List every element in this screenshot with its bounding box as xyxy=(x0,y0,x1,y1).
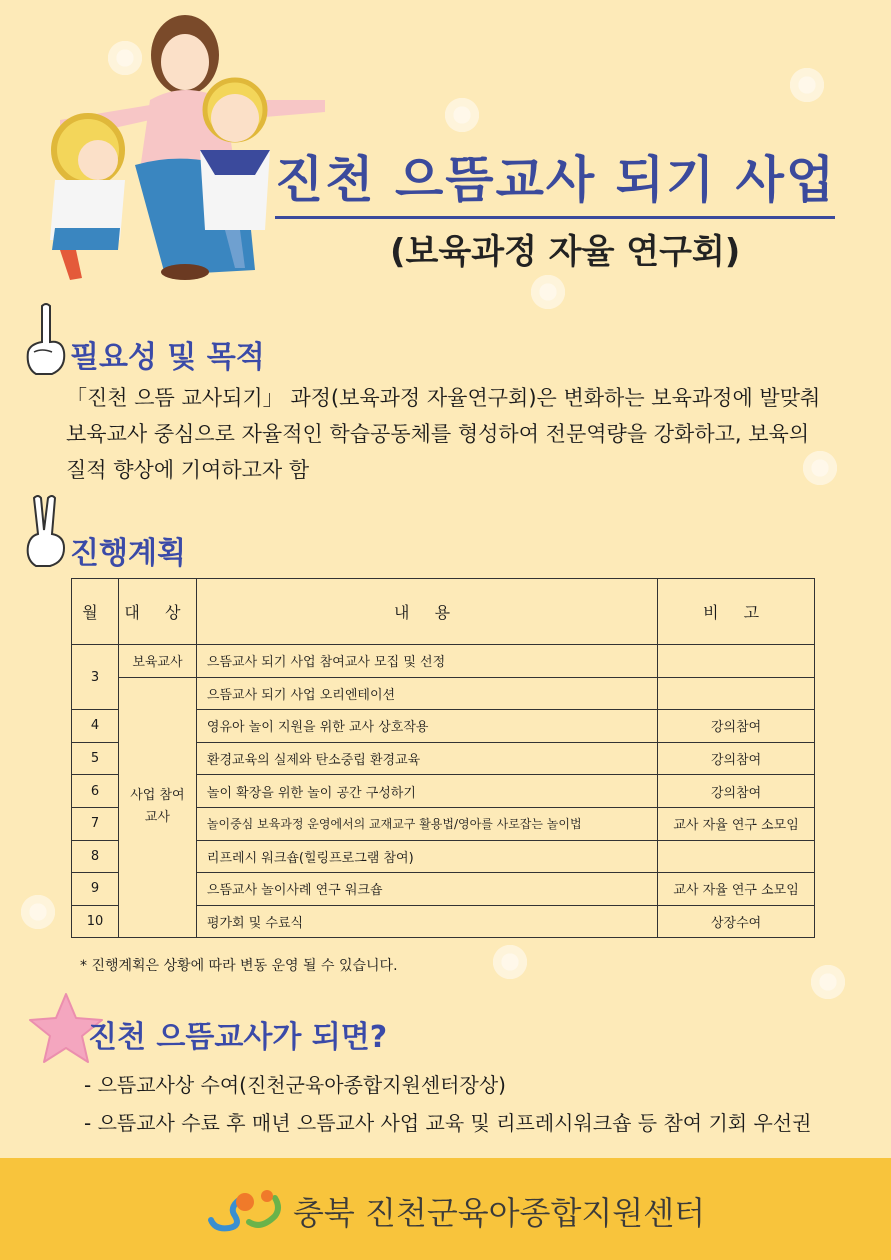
page-subtitle: (보육과정 자율 연구회) xyxy=(390,232,741,272)
note-cell: 강의참여 xyxy=(658,742,815,775)
month-cell: 10 xyxy=(72,905,119,938)
column-header-target: 대 상 xyxy=(118,579,196,645)
note-cell xyxy=(658,840,815,873)
note-cell: 강의참여 xyxy=(658,775,815,808)
month-cell: 3 xyxy=(72,645,119,710)
month-cell: 8 xyxy=(72,840,119,873)
content-cell: 으뜸교사 되기 사업 오리엔테이션 xyxy=(196,677,657,710)
flower-decoration xyxy=(442,95,482,135)
list-item: - 으뜸교사상 수여(진천군육아종합지원센터장상) xyxy=(84,1073,506,1097)
list-item: - 으뜸교사 수료 후 매년 으뜸교사 사업 교육 및 리프레시워크숍 등 참여 기회 우선권 xyxy=(84,1111,812,1135)
content-cell: 으뜸교사 되기 사업 참여교사 모집 및 선정 xyxy=(196,645,657,678)
note-cell: 상장수여 xyxy=(658,905,815,938)
table-row xyxy=(72,645,815,678)
plan-footnote: * 진행계획은 상황에 따라 변동 운영 될 수 있습니다. xyxy=(80,958,398,974)
purpose-text: 「진천 으뜸 교사되기」 과정(보육과정 자율연구회)은 변화하는 보육과정에 발맞춰 보육교사 중심으로 자율적인 학습공동체를 형성하여 전문역량을 강화하고, 보육의 질적 향상에 기여하고자 함 xyxy=(66,386,821,482)
month-cell: 7 xyxy=(72,807,119,840)
plan-heading: 진행계획 xyxy=(70,536,186,571)
content-cell: 환경교육의 실제와 탄소중립 환경교육 xyxy=(196,742,657,775)
benefits-list xyxy=(84,1066,811,1142)
note-cell xyxy=(658,677,815,710)
page-title: 진천 으뜸교사 되기 사업 xyxy=(275,140,835,219)
two-finger-hand-icon xyxy=(22,494,70,570)
column-header-month: 월 xyxy=(72,579,119,645)
purpose-heading: 필요성 및 목적 xyxy=(70,340,265,375)
flower-decoration xyxy=(18,892,58,932)
content-cell: 놀이 확장을 위한 놀이 공간 구성하기 xyxy=(196,775,657,808)
month-cell: 6 xyxy=(72,775,119,808)
content-cell: 리프레시 워크숍(힐링프로그램 참여) xyxy=(196,840,657,873)
content-cell: 영유아 놀이 지원을 위한 교사 상호작용 xyxy=(196,710,657,743)
note-cell: 교사 자율 연구 소모임 xyxy=(658,873,815,906)
month-cell: 4 xyxy=(72,710,119,743)
content-cell: 으뜸교사 놀이사례 연구 워크숍 xyxy=(196,873,657,906)
note-cell xyxy=(658,645,815,678)
column-header-note: 비 고 xyxy=(658,579,815,645)
center-logo-icon xyxy=(205,1186,285,1234)
month-cell: 9 xyxy=(72,873,119,906)
content-cell: 놀이중심 보육과정 운영에서의 교재교구 활용법/영아를 사로잡는 놀이법 xyxy=(196,807,657,840)
one-finger-hand-icon xyxy=(22,302,70,378)
flower-decoration xyxy=(490,942,530,982)
org-name: 충북 진천군육아종합지원센터 xyxy=(293,1194,706,1232)
target-cell: 사업 참여 교사 xyxy=(118,677,196,938)
note-cell: 교사 자율 연구 소모임 xyxy=(658,807,815,840)
content-cell: 평가회 및 수료식 xyxy=(196,905,657,938)
target-cell: 보육교사 xyxy=(118,645,196,678)
table-row xyxy=(72,677,815,710)
plan-table xyxy=(71,578,815,938)
flower-decoration xyxy=(528,272,568,312)
note-cell: 강의참여 xyxy=(658,710,815,743)
table-header-row xyxy=(72,579,815,645)
benefits-heading: 진천 으뜸교사가 되면? xyxy=(88,1020,388,1055)
footer-bar xyxy=(0,1158,891,1260)
flower-decoration xyxy=(808,962,848,1002)
month-cell: 5 xyxy=(72,742,119,775)
column-header-content: 내 용 xyxy=(196,579,657,645)
flower-decoration xyxy=(787,65,827,105)
